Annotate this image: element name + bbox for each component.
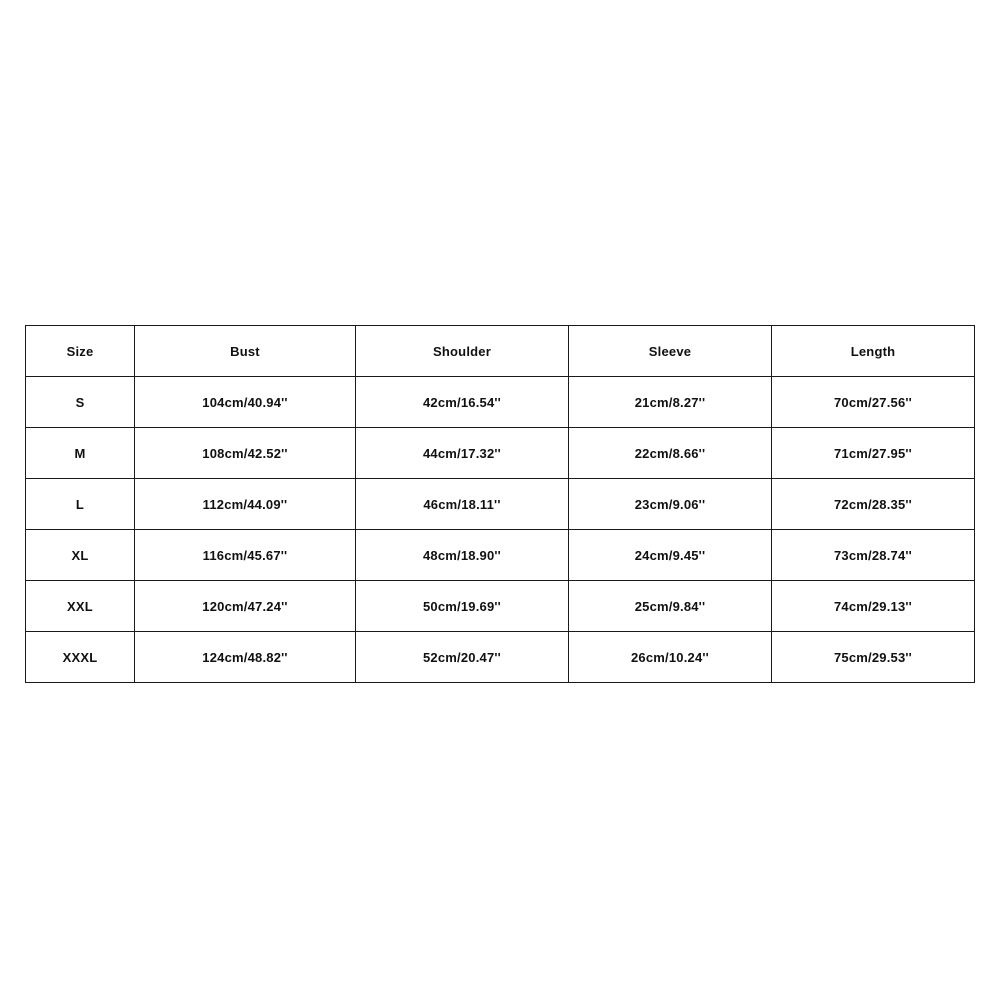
table-row [26, 581, 975, 632]
cell-bust: 116cm/45.67'' [135, 530, 356, 581]
cell-sleeve: 25cm/9.84'' [569, 581, 772, 632]
cell-sleeve: 21cm/8.27'' [569, 377, 772, 428]
cell-shoulder: 50cm/19.69'' [356, 581, 569, 632]
cell-size: XL [26, 530, 135, 581]
table-row [26, 530, 975, 581]
column-header-shoulder: Shoulder [356, 326, 569, 377]
cell-bust: 124cm/48.82'' [135, 632, 356, 683]
cell-shoulder: 46cm/18.11'' [356, 479, 569, 530]
cell-shoulder: 44cm/17.32'' [356, 428, 569, 479]
cell-length: 72cm/28.35'' [772, 479, 975, 530]
table-header-row [26, 326, 975, 377]
cell-bust: 120cm/47.24'' [135, 581, 356, 632]
cell-sleeve: 24cm/9.45'' [569, 530, 772, 581]
column-header-sleeve: Sleeve [569, 326, 772, 377]
table-row [26, 479, 975, 530]
column-header-length: Length [772, 326, 975, 377]
cell-size: S [26, 377, 135, 428]
cell-length: 75cm/29.53'' [772, 632, 975, 683]
column-header-size: Size [26, 326, 135, 377]
table-row [26, 428, 975, 479]
column-header-bust: Bust [135, 326, 356, 377]
cell-size: M [26, 428, 135, 479]
size-chart-table [25, 325, 975, 683]
cell-size: XXXL [26, 632, 135, 683]
table-row [26, 377, 975, 428]
cell-bust: 108cm/42.52'' [135, 428, 356, 479]
cell-length: 70cm/27.56'' [772, 377, 975, 428]
cell-sleeve: 26cm/10.24'' [569, 632, 772, 683]
cell-shoulder: 48cm/18.90'' [356, 530, 569, 581]
cell-sleeve: 22cm/8.66'' [569, 428, 772, 479]
size-chart-container [25, 325, 974, 683]
cell-length: 74cm/29.13'' [772, 581, 975, 632]
cell-length: 71cm/27.95'' [772, 428, 975, 479]
cell-shoulder: 52cm/20.47'' [356, 632, 569, 683]
cell-size: L [26, 479, 135, 530]
cell-length: 73cm/28.74'' [772, 530, 975, 581]
cell-shoulder: 42cm/16.54'' [356, 377, 569, 428]
cell-sleeve: 23cm/9.06'' [569, 479, 772, 530]
cell-size: XXL [26, 581, 135, 632]
table-row [26, 632, 975, 683]
cell-bust: 112cm/44.09'' [135, 479, 356, 530]
cell-bust: 104cm/40.94'' [135, 377, 356, 428]
